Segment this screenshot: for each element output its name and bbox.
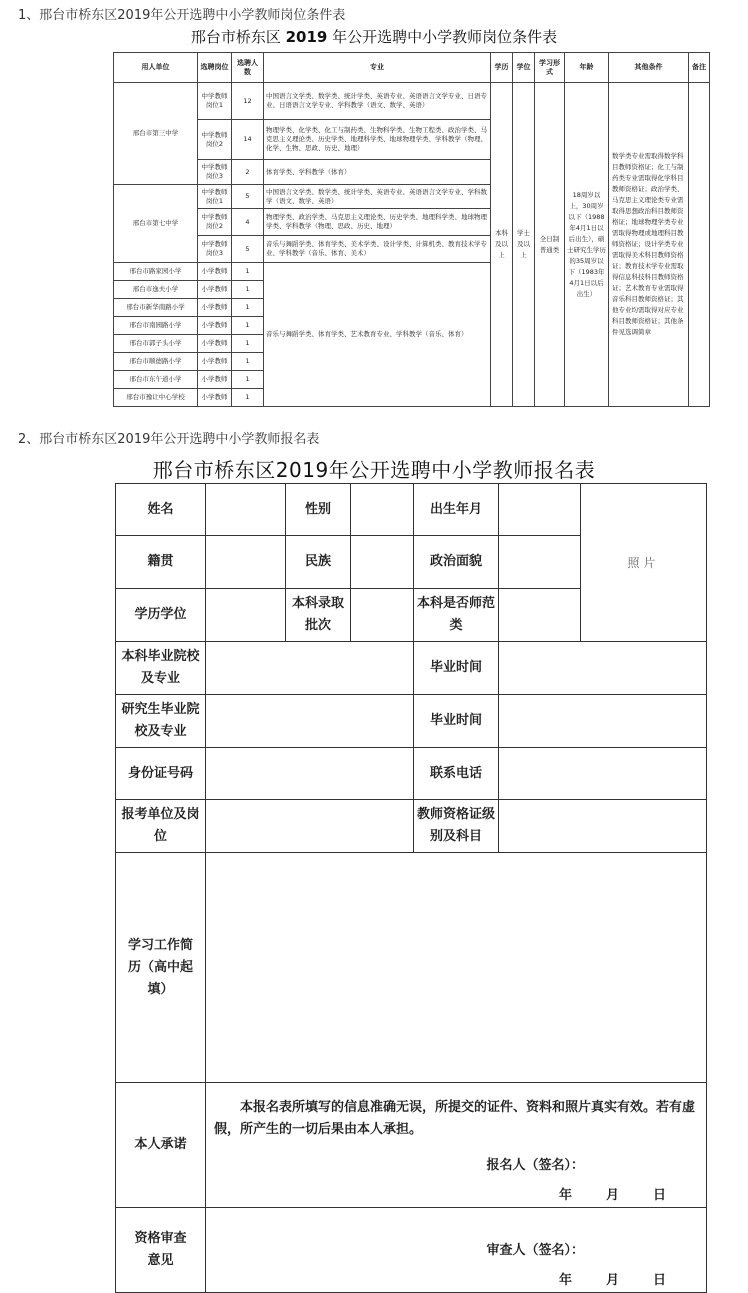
major-cell: 音乐与舞蹈学类、体育学类、美术学类、设计学类、计算机类、教育技术学专业、学科教学（音乐、体育、美术） bbox=[264, 236, 491, 263]
count-cell: 14 bbox=[232, 120, 264, 160]
unit-cell: 邢台市南园路小学 bbox=[114, 317, 198, 335]
post-cell: 中学教师岗位3 bbox=[198, 160, 232, 185]
header-count: 选聘人数 bbox=[232, 53, 264, 83]
count-cell: 1 bbox=[232, 317, 264, 335]
label-undergrad-school: 本科毕业院校及专业 bbox=[116, 642, 206, 695]
date-year: 年 bbox=[558, 1188, 572, 1203]
count-cell: 12 bbox=[232, 83, 264, 120]
header-major: 专业 bbox=[264, 53, 491, 83]
post-cell: 中学教师岗位1 bbox=[198, 185, 232, 209]
field-phone[interactable] bbox=[499, 748, 707, 800]
date-day: 日 bbox=[652, 1188, 666, 1203]
field-grad-time-2[interactable] bbox=[499, 695, 707, 748]
label-grad-time: 毕业时间 bbox=[414, 642, 499, 695]
post-cell: 小学教师 bbox=[198, 335, 232, 353]
unit-cell: 邢台市东午道小学 bbox=[114, 371, 198, 389]
post-cell: 小学教师 bbox=[198, 299, 232, 317]
label-resume: 学习工作简历（高中起填） bbox=[116, 853, 206, 1083]
label-cert: 教师资格证级别及科目 bbox=[414, 800, 499, 853]
count-cell: 5 bbox=[232, 236, 264, 263]
unit-cell: 邢台市第三中学 bbox=[114, 83, 198, 185]
label-review: 资格审查意见 bbox=[116, 1208, 206, 1293]
post-cell: 小学教师 bbox=[198, 263, 232, 281]
major-cell: 物理学类、化学类、化工与制药类、生物科学类、生物工程类、政治学类、马克思主义理论类、历史学类、地理科学类、地球物理学类、学科教学（物理、化学、生物、思政、历史、地理） bbox=[264, 120, 491, 160]
field-political[interactable] bbox=[499, 536, 581, 589]
degree-cell: 学士及以上 bbox=[513, 83, 535, 407]
edu-cell: 本科及以上 bbox=[491, 83, 513, 407]
count-cell: 5 bbox=[232, 185, 264, 209]
date-month: 月 bbox=[605, 1188, 619, 1203]
form-row bbox=[116, 484, 707, 536]
post-cell: 中学教师岗位2 bbox=[198, 120, 232, 160]
field-education[interactable] bbox=[206, 589, 286, 642]
form-row bbox=[116, 1208, 707, 1293]
post-cell: 小学教师 bbox=[198, 317, 232, 335]
major-cell: 体育学类、学科教学（体育） bbox=[264, 160, 491, 185]
field-name[interactable] bbox=[206, 484, 286, 536]
label-birth: 出生年月 bbox=[414, 484, 499, 536]
table-row bbox=[114, 83, 710, 120]
count-cell: 4 bbox=[232, 209, 264, 236]
other-conditions-cell: 数学类专业需取得数学科目教师资格证；化工与制药类专业需取得化学科目教师资格证；政治学类、马克思主义理论类专业需取得思想政治科目教师资格证；地球物理学类专业需取得物理或地理科目教师资格证；设计学类专业需取得美术科目教师资格证；教育技术学专业需取得信息科技科目教师资格证；艺术教育专业需取得音乐科目教师资格证；其他专业均需取得对应专业科目教师资格证；其他条件见选调简章 bbox=[609, 83, 689, 407]
label-apply-post: 报考单位及岗位 bbox=[116, 800, 206, 853]
unit-cell: 邢台市新华南路小学 bbox=[114, 299, 198, 317]
header-post: 选聘岗位 bbox=[198, 53, 232, 83]
unit-cell: 邢台市豫让中心学校 bbox=[114, 389, 198, 407]
count-cell: 1 bbox=[232, 353, 264, 371]
post-cell: 中学教师岗位3 bbox=[198, 236, 232, 263]
header-other: 其他条件 bbox=[609, 53, 689, 83]
field-native[interactable] bbox=[206, 536, 286, 589]
field-undergrad-school[interactable] bbox=[206, 642, 414, 695]
unit-cell: 邢台市顺德路小学 bbox=[114, 353, 198, 371]
header-unit: 用人单位 bbox=[114, 53, 198, 83]
field-normal[interactable] bbox=[499, 589, 581, 642]
form-row bbox=[116, 1083, 707, 1208]
photo-box[interactable]: 照片 bbox=[581, 484, 707, 642]
form-row bbox=[116, 642, 707, 695]
form-row bbox=[116, 748, 707, 800]
field-postgrad-school[interactable] bbox=[206, 695, 414, 748]
unit-cell: 邢台市路家园小学 bbox=[114, 263, 198, 281]
table1-header-row bbox=[114, 53, 710, 83]
age-cell: 18周岁以上，30周岁以下（1988年4月1日以后出生），硕士研究生学历的35周岁以下（1983年4月1日以后出生） bbox=[565, 83, 609, 407]
unit-cell: 邢台市第七中学 bbox=[114, 185, 198, 263]
unit-cell: 邢台市郭子头小学 bbox=[114, 335, 198, 353]
label-id: 身份证号码 bbox=[116, 748, 206, 800]
label-name: 姓名 bbox=[116, 484, 206, 536]
review-cell bbox=[206, 1208, 707, 1293]
label-ethnic: 民族 bbox=[286, 536, 351, 589]
field-batch[interactable] bbox=[351, 589, 414, 642]
table2-title: 邢台市桥东区2019年公开选聘中小学教师报名表 bbox=[152, 458, 596, 482]
major-cell: 物理学类、政治学类、马克思主义理论类、历史学类、地理科学类、地球物理学类、学科教学（物理、思政、历史、地理） bbox=[264, 209, 491, 236]
count-cell: 1 bbox=[232, 299, 264, 317]
count-cell: 1 bbox=[232, 389, 264, 407]
label-pledge: 本人承诺 bbox=[116, 1083, 206, 1208]
count-cell: 1 bbox=[232, 335, 264, 353]
label-phone: 联系电话 bbox=[414, 748, 499, 800]
post-cell: 中学教师岗位2 bbox=[198, 209, 232, 236]
field-id[interactable] bbox=[206, 748, 414, 800]
header-degree: 学位 bbox=[513, 53, 535, 83]
date-day: 日 bbox=[652, 1273, 666, 1288]
position-conditions-table bbox=[113, 52, 710, 407]
count-cell: 2 bbox=[232, 160, 264, 185]
header-age: 年龄 bbox=[565, 53, 609, 83]
field-gender[interactable] bbox=[351, 484, 414, 536]
remark-cell bbox=[689, 83, 710, 407]
post-cell: 中学教师岗位1 bbox=[198, 83, 232, 120]
count-cell: 1 bbox=[232, 371, 264, 389]
field-grad-time[interactable] bbox=[499, 642, 707, 695]
label-postgrad-school: 研究生毕业院校及专业 bbox=[116, 695, 206, 748]
field-cert[interactable] bbox=[499, 800, 707, 853]
label-gender: 性别 bbox=[286, 484, 351, 536]
field-resume[interactable] bbox=[206, 853, 707, 1083]
field-ethnic[interactable] bbox=[351, 536, 414, 589]
post-cell: 小学教师 bbox=[198, 389, 232, 407]
pledge-text: 本报名表所填写的信息准确无误，所提交的证件、资料和照片真实有效。若有虚假，所产生的一切后果由本人承担。 bbox=[214, 1100, 696, 1137]
post-cell: 小学教师 bbox=[198, 353, 232, 371]
label-grad-time-2: 毕业时间 bbox=[414, 695, 499, 748]
label-native: 籍贯 bbox=[116, 536, 206, 589]
label-political: 政治面貌 bbox=[414, 536, 499, 589]
form-row bbox=[116, 695, 707, 748]
applicant-signature-label: 报名人（签名）： bbox=[486, 1158, 584, 1173]
pledge-cell bbox=[206, 1083, 707, 1208]
major-cell: 中国语言文学类、数学类、统计学类、英语专业、英语语言文学专业、学科数学（语文、数学、英语） bbox=[264, 185, 491, 209]
post-cell: 小学教师 bbox=[198, 281, 232, 299]
major-cell: 中国语言文学类、数学类、统计学类、英语专业、英语语言文学专业、日语专业、日语语言文学专业、学科教学（语文、数学、英语） bbox=[264, 83, 491, 120]
label-batch: 本科录取批次 bbox=[286, 589, 351, 642]
mode-cell: 全日制普通类 bbox=[535, 83, 565, 407]
section-1-heading: 1、邢台市桥东区2019年公开选聘中小学教师岗位条件表 bbox=[18, 8, 346, 23]
section-2-heading: 2、邢台市桥东区2019年公开选聘中小学教师报名表 bbox=[18, 432, 320, 447]
label-normal: 本科是否师范类 bbox=[414, 589, 499, 642]
table1-title: 邢台市桥东区 2019 年公开选聘中小学教师岗位条件表 bbox=[190, 28, 558, 46]
count-cell: 1 bbox=[232, 281, 264, 299]
header-remark: 备注 bbox=[689, 53, 710, 83]
form-row bbox=[116, 800, 707, 853]
registration-form-table bbox=[115, 483, 707, 1293]
label-education: 学历学位 bbox=[116, 589, 206, 642]
post-cell: 小学教师 bbox=[198, 371, 232, 389]
header-mode: 学习形式 bbox=[535, 53, 565, 83]
field-birth[interactable] bbox=[499, 484, 581, 536]
unit-cell: 邢台市逸夫小学 bbox=[114, 281, 198, 299]
major-cell: 音乐与舞蹈学类、体育学类、艺术教育专业、学科教学（音乐、体育） bbox=[264, 263, 491, 407]
form-row bbox=[116, 853, 707, 1083]
header-edu: 学历 bbox=[491, 53, 513, 83]
count-cell: 1 bbox=[232, 263, 264, 281]
reviewer-signature-label: 审查人（签名）： bbox=[486, 1243, 584, 1258]
date-year: 年 bbox=[558, 1273, 572, 1288]
date-month: 月 bbox=[605, 1273, 619, 1288]
field-apply-post[interactable] bbox=[206, 800, 414, 853]
